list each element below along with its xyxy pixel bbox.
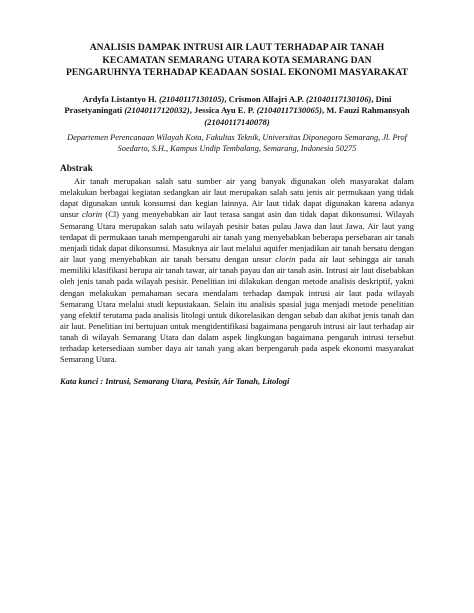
author-separator: , [224, 93, 229, 104]
author-separator: , [321, 105, 327, 116]
abstract-heading: Abstrak [60, 163, 93, 174]
author-id: (21040117140078) [204, 116, 270, 127]
author-name: Crismon Alfajri A.P. [228, 93, 304, 104]
abstract-italic-term: clorin [275, 254, 296, 265]
author-id: (21040117120032) [124, 105, 190, 116]
author-name: Ardyfa Listantyo H. [82, 93, 157, 104]
author-name: Jessica Ayu E. P. [194, 105, 255, 116]
abstract-text [60, 176, 414, 366]
abstract-text-part: Air tanah merupakan salah satu sumber air yang banyak digunakan oleh masyarakat dalam melakukan berbagai kegiatan sedangkan air laut merupakan salah satu jenis air permukaan yang tidak dapat digunakan untuk konsumsi dan kegian lainnya. Air laut tidak dapat digunakan karena adanya unsur [60, 175, 414, 220]
keywords: Kata kunci : Intrusi, Semarang Utara, Pesisir, Air Tanah, Litologi [60, 375, 290, 386]
author-separator: , [371, 93, 376, 104]
author-id: (21040117130106) [305, 93, 372, 104]
author-list [60, 94, 414, 129]
author-id: (21040117130065) [256, 105, 322, 116]
author-affiliation: Departemen Perencanaan Wilayah Kota, Fakultas Teknik, Universitas Diponegoro Semarang, Jl. Prof Soedarto, S.H., Kampus Undip Tembalang, Semarang, Indonesia 50275 [67, 132, 407, 153]
paper-title: ANALISIS DAMPAK INTRUSI AIR LAUT TERHADAP AIR TANAH KECAMATAN SEMARANG UTARA KOTA SEMARANG DAN PENGARUHNYA TERHADAP KEADAAN SOSIAL EKONOMI MASYARAKAT [66, 42, 408, 79]
abstract-italic-term: clorin [82, 209, 103, 220]
author-name: Dini Prasetyaningati [64, 93, 392, 116]
author-id: (21040117130105) [158, 93, 225, 104]
abstract-text-part: (Cl) yang menyebabkan air laut terasa sangat asin dan tidak dapat dikonsumsi. Wilayah Semarang Utara merupakan salah satu wilayah pesisir batas pulau Jawa dan laut Jawa. Air laut yang terdapat di permukaan tanah mempengaruhi air tanah yang menyebabkan beberapa persebaran air tanah menjadi tidak dapat dikonsumsi. Masuknya air laut melalui aquifer menjadikan air tanah bersatu dengan air laut yang menyebabkan air tanah bersatu dengan unsur [60, 209, 415, 265]
author-name: M. Fauzi Rahmansyah [326, 105, 410, 116]
abstract-text-part: pada air laut sehingga air tanah memiliki klasifikasi berupa air tanah tawar, air tanah payau dan air tanah asin. Intrusi air laut disebabkan oleh jenis tanah pada wilayah pesisir. Penelitian ini dilakukan dengan metode analisis deskriptif, yakni dengan melakukan pemahaman secara mendalam terhadap dampak intrusi air laut pada wilayah Semarang Utara melalui studi kepustakaan. Selain itu analisis spasial juga menjadi metode penelitian yang efektif terutama pada analisis litologi untuk dikorelasikan dengan sebab dan akibat jenis tanah dan air laut. Penelitian ini bertujuan untuk mengidentifikasi bagaimana pengaruh intrusi air laut terhadap air tanah di wilayah Semarang Utara dan dalam aspek lingkungan bagaimana pengaruh intrusi tersebut terhadap ketersediaan sumber daya air tanah yang akan berpengaruh pada aspek ekonomi masyarakat Semarang Utara. [60, 254, 414, 365]
author-separator: , [189, 105, 195, 116]
